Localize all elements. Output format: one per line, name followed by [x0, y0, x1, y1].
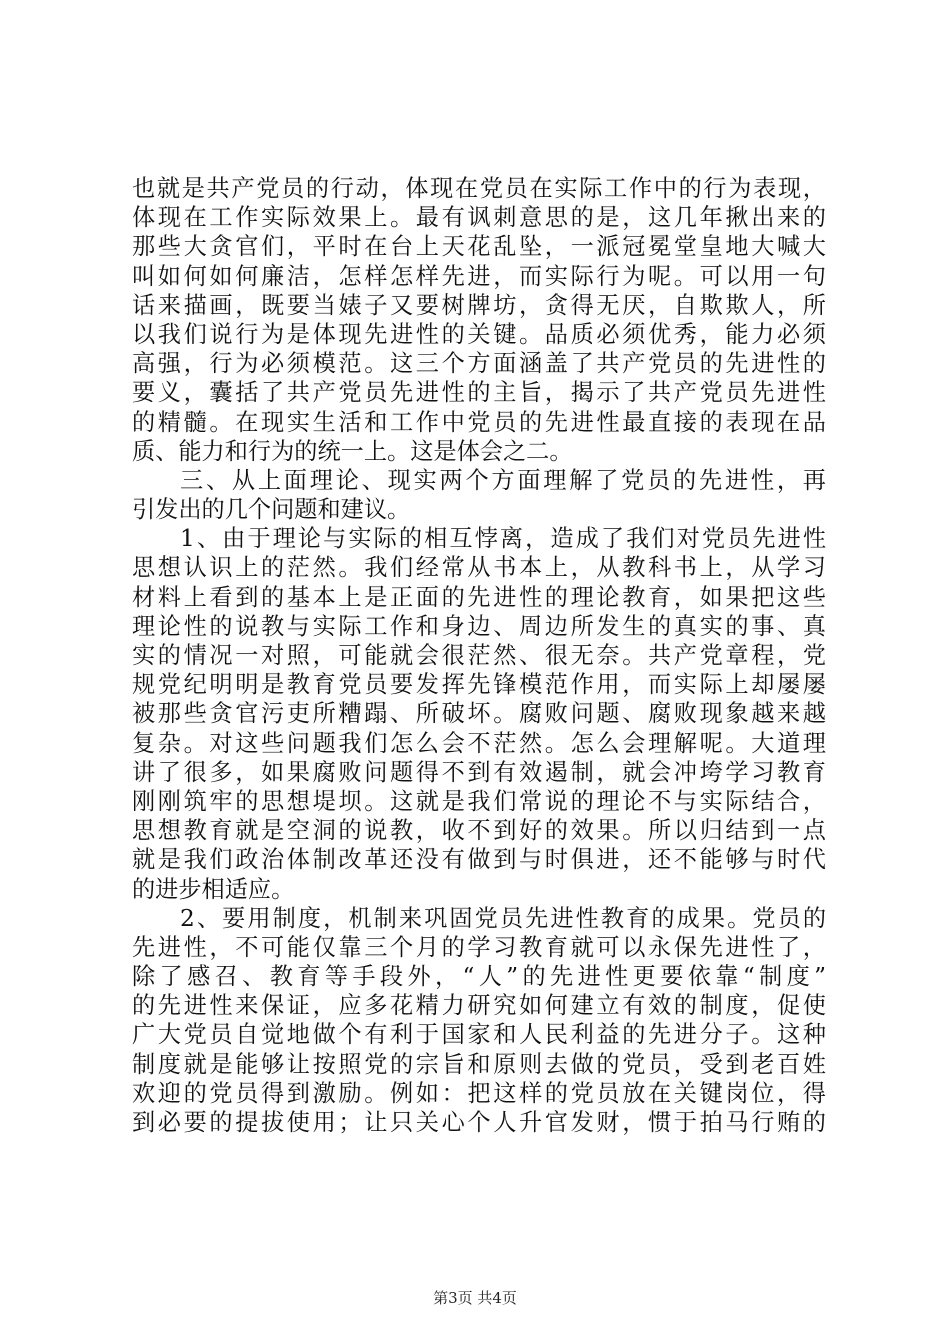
text-line: 也就是共产党员的行动，体现在党员在实际工作中的行为表现， — [132, 175, 826, 202]
text-line: 的精髓。在现实生活和工作中党员的先进性最直接的表现在品 — [132, 408, 826, 436]
text-line: 制度就是能够让按照党的宗旨和原则去做的党员，受到老百姓 — [132, 1050, 826, 1078]
text-line: 规党纪明明是教育党员要发挥先锋模范作用，而实际上却屡屡 — [132, 671, 826, 699]
text-line: 实的情况一对照，可能就会很茫然、很无奈。共产党章程，党 — [132, 642, 826, 669]
paragraph-3 — [132, 524, 826, 903]
paragraph-4 — [132, 904, 826, 1138]
text-line: 复杂。对这些问题我们怎么会不茫然。怎么会理解呢。大道理 — [132, 729, 826, 757]
text-line: 除了感召、教育等手段外，“人”的先进性更要依靠“制度” — [132, 963, 826, 991]
text-line: 引发出的几个问题和建议。 — [132, 496, 411, 524]
text-line: 到必要的提拔使用；让只关心个人升官发财，惯于拍马行贿的 — [132, 1109, 826, 1136]
paragraph-1 — [132, 174, 826, 466]
text-line: 被那些贪官污吏所糟蹋、所破坏。腐败问题、腐败现象越来越 — [132, 700, 826, 728]
text-line: 理论性的说教与实际工作和身边、周边所发生的真实的事、真 — [132, 612, 826, 640]
text-line: 高强，行为必须模范。这三个方面涵盖了共产党员的先进性的 — [132, 350, 826, 378]
text-line: 广大党员自觉地做个有利于国家和人民利益的先进分子。这种 — [132, 1021, 826, 1049]
text-line: 讲了很多，如果腐败问题得不到有效遏制，就会冲垮学习教育 — [132, 758, 826, 786]
document-body — [132, 174, 826, 1137]
text-line: 体现在工作实际效果上。最有讽刺意思的是，这几年揪出来的 — [132, 204, 826, 232]
text-line: 的先进性来保证，应多花精力研究如何建立有效的制度，促使 — [132, 992, 826, 1020]
text-line: 刚刚筑牢的思想堤坝。这就是我们常说的理论不与实际结合， — [132, 787, 826, 815]
page-number: 第3页 共4页 — [433, 1289, 517, 1307]
text-line: 叫如何如何廉洁，怎样怎样先进，而实际行为呢。可以用一句 — [132, 262, 826, 290]
text-line: 三、从上面理论、现实两个方面理解了党员的先进性，再 — [180, 466, 826, 494]
text-line: 思想教育就是空洞的说教，收不到好的效果。所以归结到一点 — [132, 817, 826, 845]
text-line: 1、由于理论与实际的相互悖离，造成了我们对党员先进性 — [180, 525, 826, 553]
text-line: 欢迎的党员得到激励。例如：把这样的党员放在关键岗位，得 — [132, 1079, 826, 1107]
text-line: 话来描画，既要当婊子又要树牌坊，贪得无厌，自欺欺人，所 — [132, 291, 826, 319]
text-line: 2、要用制度，机制来巩固党员先进性教育的成果。党员的 — [180, 904, 826, 932]
text-line: 的进步相适应。 — [132, 875, 295, 903]
text-line: 就是我们政治体制改革还没有做到与时俱进，还不能够与时代 — [132, 846, 826, 874]
text-line: 材料上看到的基本上是正面的先进性的理论教育，如果把这些 — [132, 583, 826, 611]
text-line: 以我们说行为是体现先进性的关键。品质必须优秀，能力必须 — [132, 320, 826, 348]
text-line: 先进性，不可能仅靠三个月的学习教育就可以永保先进性了， — [132, 933, 826, 961]
text-line: 质、能力和行为的统一上。这是体会之二。 — [132, 437, 573, 465]
text-line: 思想认识上的茫然。我们经常从书本上，从教科书上，从学习 — [132, 554, 826, 582]
text-line: 要义，囊括了共产党员先进性的主旨，揭示了共产党员先进性 — [132, 379, 826, 407]
page-footer — [0, 1288, 950, 1308]
paragraph-2 — [132, 466, 826, 524]
text-line: 那些大贪官们，平时在台上天花乱坠，一派冠冕堂皇地大喊大 — [132, 233, 826, 261]
